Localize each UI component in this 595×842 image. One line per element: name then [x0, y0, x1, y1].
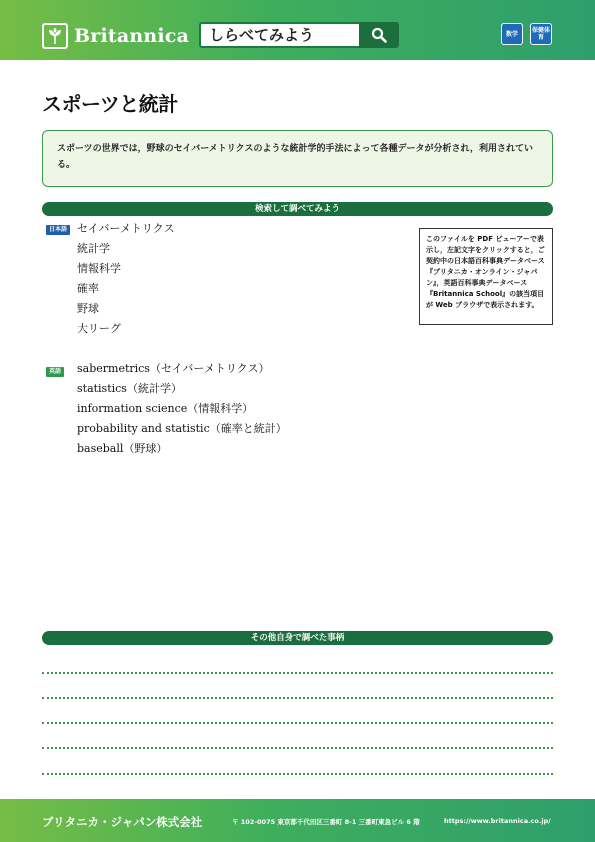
search-input[interactable]: しらべてみよう [199, 22, 359, 48]
list-item [77, 361, 287, 381]
company-name: ブリタニカ・ジャパン株式会社 [42, 815, 203, 829]
writing-line [42, 672, 553, 674]
list-item [77, 261, 175, 281]
term-link[interactable]: 情報科学 [77, 262, 121, 275]
other-section-heading: その他自身で調べた事柄 [42, 631, 553, 645]
logo-wordmark: Britannica [74, 25, 190, 47]
term-link[interactable]: 野球 [77, 302, 99, 315]
list-item [77, 301, 175, 321]
search-bar [199, 22, 399, 48]
list-item [77, 281, 175, 301]
term-link[interactable]: セイバーメトリクス [77, 222, 175, 235]
search-icon [371, 27, 387, 43]
list-item [77, 241, 175, 261]
list-item [77, 441, 287, 461]
term-link[interactable]: probability and statistic（確率と統計） [77, 422, 287, 435]
writing-line [42, 747, 553, 749]
pdf-note-box [419, 228, 553, 325]
term-link[interactable]: sabermetrics（セイバーメトリクス） [77, 362, 270, 375]
pdf-note-text: このファイルを PDF ビューアーで表示し，左記文字をクリックすると，ご契約中の日本語百科事典データベース『ブリタニカ・オンライン・ジャパン』，英語百科事典データベース『Britannica School』の該当項目が Web ブラウザで表示されます。 [426, 235, 545, 309]
list-item [77, 381, 287, 401]
company-url-link[interactable]: https://www.britannica.co.jp/ [444, 817, 551, 825]
list-item [77, 421, 287, 441]
japanese-term-list [77, 221, 175, 341]
english-tag: 英語 [46, 367, 64, 377]
term-link[interactable]: statistics（統計学） [77, 382, 182, 395]
search-button[interactable] [359, 22, 399, 48]
english-term-list [77, 361, 287, 461]
subject-badge-pe: 保健体育 [530, 23, 552, 45]
list-item [77, 221, 175, 241]
term-link[interactable]: 統計学 [77, 242, 110, 255]
japanese-tag: 日本語 [46, 225, 70, 235]
search-section-heading: 検索して調べてみよう [42, 202, 553, 216]
intro-text: スポーツの世界では，野球のセイバーメトリクスのような統計学的手法によって各種データが分析され，利用されている。 [57, 144, 534, 170]
term-link[interactable]: information science（情報科学） [77, 402, 254, 415]
list-item [77, 401, 287, 421]
term-link[interactable]: 確率 [77, 282, 99, 295]
writing-line [42, 697, 553, 699]
header-bar [0, 0, 595, 60]
britannica-logo[interactable] [42, 22, 189, 50]
intro-text-box [42, 130, 553, 187]
list-item [77, 321, 175, 341]
writing-line [42, 773, 553, 775]
writing-line [42, 722, 553, 724]
term-link[interactable]: 大リーグ [77, 322, 121, 335]
subject-badge-math: 数学 [501, 23, 523, 45]
footer-bar [0, 799, 595, 842]
thistle-icon [42, 23, 68, 49]
term-link[interactable]: baseball（野球） [77, 442, 168, 455]
company-address: 〒 102-0075 東京都千代田区三番町 8-1 三番町東急ビル 6 階 [232, 818, 420, 826]
page-title: スポーツと統計 [42, 92, 178, 116]
